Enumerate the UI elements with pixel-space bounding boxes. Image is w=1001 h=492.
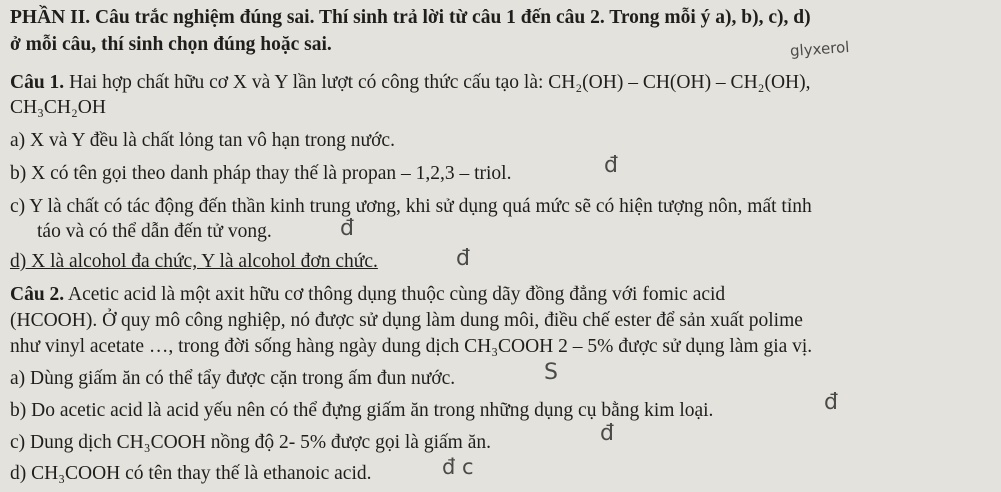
q2-label: Câu 2. <box>10 284 65 305</box>
q1-option-c-line1: c) Y là chất có tác động đến thần kinh trung ương, khi sử dụng quá mức sẽ có hiện tượng nôn, mất tỉnh <box>10 196 812 217</box>
q1-label: Câu 1. <box>10 72 65 93</box>
handwritten-mark-q2c: đ <box>600 421 614 446</box>
q1-stem <box>10 71 810 95</box>
handwritten-mark-q1c: đ <box>340 216 354 241</box>
handwritten-mark-q2d: đ c <box>442 455 474 479</box>
q2-stem-line2: (HCOOH). Ở quy mô công nghiệp, nó được sử dụng làm dung môi, điều chế ester để sản xuất polime <box>10 310 803 331</box>
q1-option-d <box>10 250 378 274</box>
q2-option-b: b) Do acetic acid là acid yếu nên có thể đựng giấm ăn trong những dụng cụ bằng kim loại. <box>10 400 714 421</box>
handwritten-mark-q1b: đ <box>604 153 618 178</box>
handwritten-mark-q2a: S <box>544 360 558 385</box>
q2-stem-text: Acetic acid là một axit hữu cơ thông dụng thuộc cùng dãy đồng đẳng với fomic acid <box>64 284 726 305</box>
q1-stem-formula: CH₃CH₂OH <box>10 97 106 118</box>
q2-option-d: d) CH₃COOH có tên thay thế là ethanoic acid. <box>10 463 372 484</box>
q2-stem-line1 <box>10 283 725 307</box>
handwritten-note-glyxerol: glyxerol <box>789 37 850 61</box>
q2-stem-line3: như vinyl acetate …, trong đời sống hàng ngày dung dịch CH₃COOH 2 – 5% được sử dụng làm gia vị. <box>10 336 813 357</box>
q1-option-b: b) X có tên gọi theo danh pháp thay thế là propan – 1,2,3 – triol. <box>10 163 512 184</box>
q1-option-a: a) X và Y đều là chất lỏng tan vô hạn trong nước. <box>10 130 395 151</box>
q2-option-c: c) Dung dịch CH₃COOH nồng độ 2- 5% được gọi là giấm ăn. <box>10 432 491 453</box>
handwritten-mark-q1d: đ <box>456 246 470 271</box>
q1-option-c-line2: táo và có thể dẫn đến tử vong. <box>37 221 272 242</box>
q1-stem-text: Hai hợp chất hữu cơ X và Y lần lượt có công thức cấu tạo là: CH₂(OH) – CH(OH) – CH₂(OH), <box>64 72 811 93</box>
section-instruction: ở mỗi câu, thí sinh chọn đúng hoặc sai. <box>10 34 332 55</box>
q1-option-d-text: d) X là alcohol đa chức, Y là alcohol đơn chức. <box>10 251 378 272</box>
handwritten-mark-q2b: đ <box>824 390 838 415</box>
section-heading: PHẦN II. Câu trắc nghiệm đúng sai. Thí sinh trả lời từ câu 1 đến câu 2. Trong mỗi ý a), b), c), d) <box>10 7 811 28</box>
q2-option-a: a) Dùng giấm ăn có thể tẩy được cặn trong ấm đun nước. <box>10 368 456 389</box>
